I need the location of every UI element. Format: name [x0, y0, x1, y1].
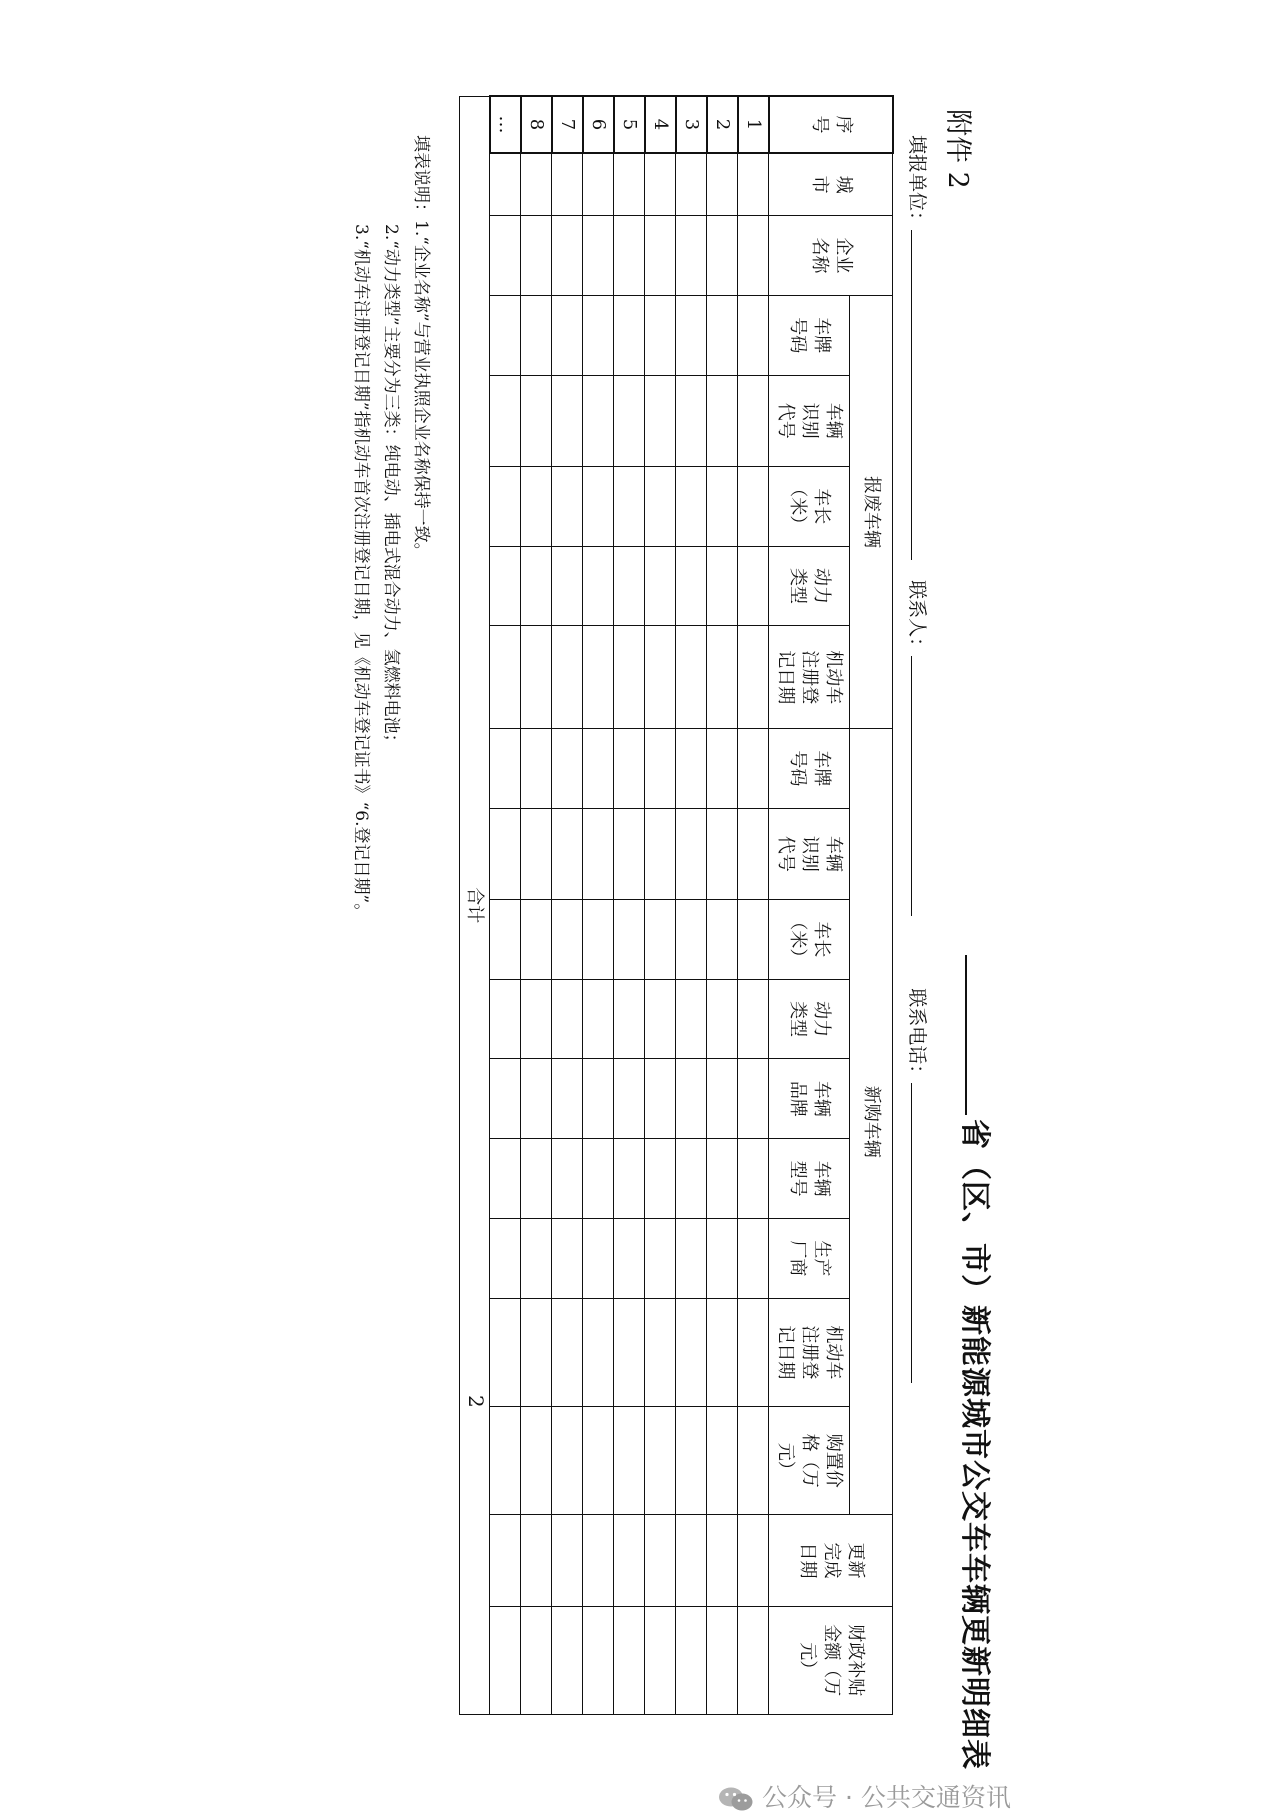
table-cell — [490, 1059, 521, 1139]
phone-blank — [911, 1083, 930, 1383]
table-cell — [676, 808, 707, 899]
header-update-date: 更新 完成 日期 — [769, 1515, 893, 1606]
table-cell — [614, 153, 645, 216]
table-cell — [676, 1059, 707, 1139]
watermark-text: 公众号 · 公共交通资讯 — [762, 1783, 1011, 1812]
table-row — [614, 96, 645, 1715]
table-cell — [676, 1407, 707, 1515]
table-row — [676, 96, 707, 1715]
table-cell — [614, 1219, 645, 1299]
table-cell — [676, 295, 707, 375]
table-cell — [521, 808, 552, 899]
table-cell — [521, 153, 552, 216]
table-cell — [738, 808, 769, 899]
table-cell — [707, 216, 738, 296]
table-cell — [676, 1298, 707, 1406]
table-cell — [583, 216, 614, 296]
form-header — [905, 135, 932, 1383]
table-row — [738, 96, 769, 1715]
table-cell — [707, 1059, 738, 1139]
row-number: … — [490, 96, 521, 153]
row-number: 3 — [676, 96, 707, 153]
header-old-length: 车长 （米） — [769, 466, 850, 546]
table-cell — [738, 1139, 769, 1219]
table-cell — [645, 626, 676, 729]
table-cell — [707, 295, 738, 375]
wechat-icon — [718, 1786, 754, 1812]
table-cell — [738, 375, 769, 466]
table-cell — [707, 1219, 738, 1299]
table-cell — [614, 546, 645, 626]
table-cell — [552, 626, 583, 729]
page-number: 2 — [464, 1395, 488, 1408]
table-cell — [552, 295, 583, 375]
table-cell — [490, 979, 521, 1059]
table-cell — [552, 808, 583, 899]
table-cell — [583, 1219, 614, 1299]
table-cell — [521, 729, 552, 809]
table-cell — [583, 546, 614, 626]
table-cell — [521, 1298, 552, 1406]
table-cell — [552, 546, 583, 626]
table-cell — [645, 1139, 676, 1219]
header-new-price: 购置价 格（万 元） — [769, 1407, 850, 1515]
header-old-plate: 车牌 号码 — [769, 295, 850, 375]
unit-blank — [911, 230, 930, 560]
table-cell — [676, 1606, 707, 1714]
table-body — [460, 96, 770, 1715]
table-cell — [676, 1139, 707, 1219]
table-cell — [676, 153, 707, 216]
table-cell — [614, 808, 645, 899]
table-cell — [645, 1606, 676, 1714]
table-cell — [707, 1298, 738, 1406]
table-cell — [552, 729, 583, 809]
table-cell — [645, 1407, 676, 1515]
table-cell — [583, 729, 614, 809]
table-cell — [738, 1606, 769, 1714]
table-cell — [645, 1515, 676, 1606]
table-cell — [552, 375, 583, 466]
table-cell — [490, 375, 521, 466]
row-number: 6 — [583, 96, 614, 153]
table-cell — [614, 979, 645, 1059]
table-cell — [614, 1515, 645, 1606]
table-cell — [552, 216, 583, 296]
table-cell — [490, 1515, 521, 1606]
table-cell — [521, 1219, 552, 1299]
total-label: 合计 — [460, 96, 491, 1715]
table-cell — [738, 216, 769, 296]
row-number: 4 — [645, 96, 676, 153]
table-cell — [676, 375, 707, 466]
table-cell — [738, 626, 769, 729]
rotated-document — [351, 95, 1008, 1770]
header-company: 企业 名称 — [769, 216, 893, 296]
table-cell — [490, 899, 521, 979]
table-cell — [738, 153, 769, 216]
table-cell — [583, 466, 614, 546]
table-cell — [707, 626, 738, 729]
table-cell — [707, 1139, 738, 1219]
table-cell — [583, 1139, 614, 1219]
header-new-regdate: 机动车 注册登 记日期 — [769, 1298, 850, 1406]
table-cell — [614, 1139, 645, 1219]
table-cell — [614, 466, 645, 546]
table-cell — [521, 295, 552, 375]
table-cell — [490, 153, 521, 216]
table-cell — [676, 979, 707, 1059]
table-cell — [645, 1059, 676, 1139]
header-subsidy: 财政补贴 金额（万 元） — [769, 1606, 893, 1714]
table-cell — [645, 153, 676, 216]
table-cell — [738, 1515, 769, 1606]
table-cell — [490, 729, 521, 809]
note-line-3: 3.“机动车注册登记日期”指机动车首次注册登记日期，见《机动车登记证书》“6.登记日期”。 — [351, 224, 371, 921]
table-cell — [521, 1139, 552, 1219]
table-cell — [645, 466, 676, 546]
header-group-scrapped: 报废车辆 — [850, 295, 893, 728]
table-cell — [614, 295, 645, 375]
table-cell — [645, 808, 676, 899]
contact-blank — [911, 656, 930, 916]
province-blank — [965, 955, 991, 1115]
table-cell — [490, 1139, 521, 1219]
table-cell — [583, 626, 614, 729]
table-cell — [521, 899, 552, 979]
table-cell — [738, 466, 769, 546]
table-cell — [676, 626, 707, 729]
header-new-vin: 车辆 识别 代号 — [769, 808, 850, 899]
table-cell — [521, 375, 552, 466]
table-cell — [552, 1515, 583, 1606]
table-cell — [676, 899, 707, 979]
table-cell — [707, 466, 738, 546]
note-line-2: 2.“动力类型”主要分为三类：纯电动、插电式混合动力、氢燃料电池； — [381, 224, 401, 751]
table-cell — [645, 216, 676, 296]
row-number: 7 — [552, 96, 583, 153]
unit-label: 填报单位： — [906, 135, 928, 231]
table-cell — [583, 1515, 614, 1606]
table-cell — [738, 899, 769, 979]
table-cell — [707, 808, 738, 899]
table-cell — [614, 1407, 645, 1515]
table-cell — [552, 1606, 583, 1714]
table-cell — [614, 1606, 645, 1714]
header-seq: 序 号 — [769, 96, 893, 153]
table-cell — [552, 899, 583, 979]
table-cell — [583, 1298, 614, 1406]
table-cell — [521, 546, 552, 626]
page-title — [956, 955, 1000, 1770]
detail-table-wrap — [459, 95, 894, 1715]
table-cell — [676, 216, 707, 296]
header-new-maker: 生产 厂商 — [769, 1219, 850, 1299]
header-new-length: 车长 （米） — [769, 899, 850, 979]
table-cell — [490, 1606, 521, 1714]
table-cell — [645, 729, 676, 809]
table-cell — [645, 375, 676, 466]
table-cell — [521, 1515, 552, 1606]
table-cell — [490, 808, 521, 899]
table-cell — [614, 899, 645, 979]
fill-notes — [346, 135, 436, 920]
table-cell — [521, 626, 552, 729]
table-cell — [521, 979, 552, 1059]
table-cell — [738, 1219, 769, 1299]
table-row — [490, 96, 521, 1715]
table-cell — [707, 375, 738, 466]
table-cell — [490, 466, 521, 546]
header-old-regdate: 机动车 注册登 记日期 — [769, 626, 850, 729]
detail-table — [459, 95, 894, 1715]
table-cell — [583, 375, 614, 466]
table-cell — [614, 1059, 645, 1139]
table-cell — [490, 1298, 521, 1406]
table-cell — [707, 729, 738, 809]
header-new-power: 动力 类型 — [769, 979, 850, 1059]
table-cell — [738, 295, 769, 375]
table-cell — [738, 546, 769, 626]
table-cell — [645, 899, 676, 979]
table-cell — [738, 1059, 769, 1139]
table-cell — [614, 729, 645, 809]
table-cell — [521, 1407, 552, 1515]
table-cell — [707, 979, 738, 1059]
table-cell — [583, 295, 614, 375]
table-cell — [707, 546, 738, 626]
table-cell — [521, 466, 552, 546]
watermark — [718, 1778, 1011, 1814]
table-cell — [738, 729, 769, 809]
table-cell — [552, 1219, 583, 1299]
table-row — [552, 96, 583, 1715]
note-line-1: 填表说明：1.“企业名称”与营业执照企业名称保持一致。 — [411, 135, 431, 560]
table-cell — [614, 216, 645, 296]
table-cell — [552, 1298, 583, 1406]
table-cell — [614, 375, 645, 466]
table-cell — [583, 1059, 614, 1139]
table-cell — [521, 1606, 552, 1714]
table-cell — [645, 295, 676, 375]
table-cell — [738, 979, 769, 1059]
table-cell — [645, 1298, 676, 1406]
table-cell — [583, 979, 614, 1059]
table-cell — [583, 153, 614, 216]
table-cell — [583, 899, 614, 979]
header-new-model: 车辆 型号 — [769, 1139, 850, 1219]
table-cell — [583, 1407, 614, 1515]
table-cell — [490, 216, 521, 296]
table-cell — [552, 466, 583, 546]
table-cell — [490, 546, 521, 626]
total-row — [460, 96, 491, 1715]
table-cell — [738, 1298, 769, 1406]
table-cell — [583, 808, 614, 899]
table-cell — [552, 1139, 583, 1219]
table-cell — [490, 1407, 521, 1515]
table-row — [583, 96, 614, 1715]
table-cell — [521, 1059, 552, 1139]
table-cell — [490, 295, 521, 375]
table-cell — [490, 1219, 521, 1299]
header-new-plate: 车牌 号码 — [769, 729, 850, 809]
table-cell — [707, 1606, 738, 1714]
table-cell — [676, 546, 707, 626]
row-number: 1 — [738, 96, 769, 153]
table-cell — [552, 979, 583, 1059]
row-number: 2 — [707, 96, 738, 153]
table-cell — [645, 979, 676, 1059]
header-new-brand: 车辆 品牌 — [769, 1059, 850, 1139]
table-cell — [552, 1059, 583, 1139]
header-city: 城 市 — [769, 153, 893, 216]
table-cell — [521, 216, 552, 296]
header-group-new: 新购车辆 — [850, 729, 893, 1515]
table-row — [645, 96, 676, 1715]
table-cell — [552, 1407, 583, 1515]
header-old-vin: 车辆 识别 代号 — [769, 375, 850, 466]
table-cell — [707, 1407, 738, 1515]
table-cell — [583, 1606, 614, 1714]
attachment-label: 附件 2 — [942, 109, 973, 189]
table-cell — [645, 546, 676, 626]
table-cell — [645, 1219, 676, 1299]
table-cell — [738, 1407, 769, 1515]
table-cell — [552, 153, 583, 216]
header-old-power: 动力 类型 — [769, 546, 850, 626]
table-cell — [676, 729, 707, 809]
table-cell — [614, 1298, 645, 1406]
phone-label: 联系电话： — [906, 988, 928, 1084]
row-number: 8 — [521, 96, 552, 153]
table-cell — [676, 466, 707, 546]
table-cell — [676, 1219, 707, 1299]
table-cell — [707, 899, 738, 979]
contact-label: 联系人： — [906, 580, 928, 657]
table-cell — [707, 153, 738, 216]
row-number: 5 — [614, 96, 645, 153]
table-cell — [490, 626, 521, 729]
table-row — [521, 96, 552, 1715]
table-row — [707, 96, 738, 1715]
title-text: 省（区、市）新能源城市公交车车辆更新明细表 — [957, 1119, 992, 1770]
table-cell — [676, 1515, 707, 1606]
table-cell — [614, 626, 645, 729]
table-cell — [707, 1515, 738, 1606]
